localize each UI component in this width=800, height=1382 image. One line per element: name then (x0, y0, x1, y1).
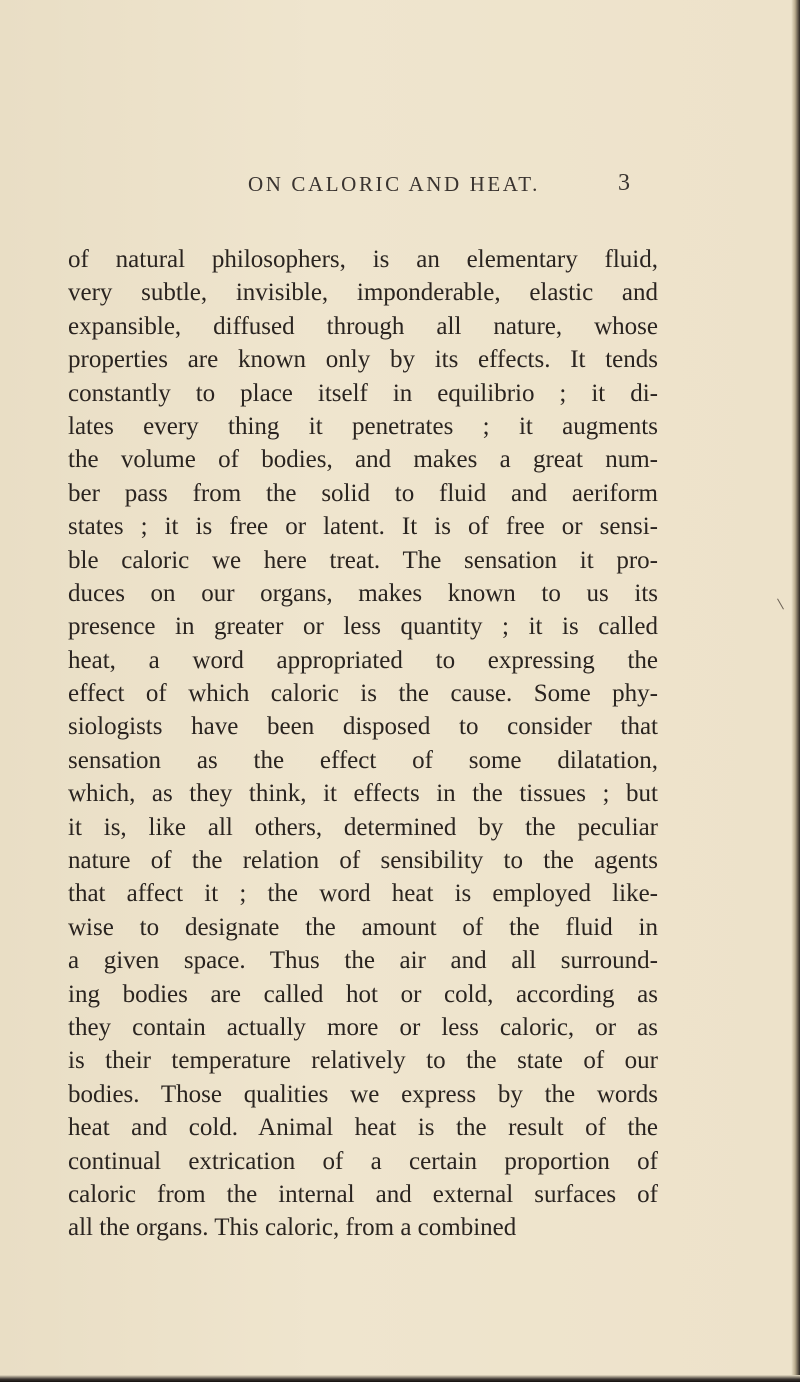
text-line: properties are known only by its effects. It tends (68, 346, 658, 374)
text-line: nature of the relation of sensibility to the agents (68, 847, 658, 875)
text-line: effect of which caloric is the cause. Some phy- (68, 680, 658, 708)
text-line: is their temperature relatively to the state of our (68, 1047, 658, 1075)
text-line: wise to designate the amount of the fluid in (68, 913, 658, 941)
page-edge-right (791, 0, 800, 1382)
text-line: caloric from the internal and external surfaces of (68, 1180, 658, 1208)
text-line: which, as they think, it effects in the tissues ; but (68, 780, 658, 808)
text-line: it is, like all others, determined by the peculiar (68, 813, 658, 841)
text-line: heat, a word appropriated to expressing the (68, 646, 658, 674)
text-line: the volume of bodies, and makes a great num- (68, 446, 658, 474)
text-line: ble caloric we here treat. The sensation it pro- (68, 546, 658, 574)
text-line: duces on our organs, makes known to us its (68, 579, 658, 607)
text-line: bodies. Those qualities we express by the words (68, 1080, 658, 1108)
text-line: sensation as the effect of some dilatation, (68, 746, 658, 774)
text-line: they contain actually more or less caloric, or as (68, 1013, 658, 1041)
text-line: lates every thing it penetrates ; it augments (68, 412, 658, 440)
text-line: expansible, diffused through all nature, whose (68, 312, 658, 340)
text-line: of natural philosophers, is an elementary fluid, (68, 246, 658, 273)
text-line: all the organs. This caloric, from a combined (68, 1214, 517, 1242)
text-line: very subtle, invisible, imponderable, elastic and (68, 279, 658, 307)
page-edge-bottom (0, 1375, 800, 1382)
page-header (0, 172, 800, 202)
text-line: presence in greater or less quantity ; it is called (68, 613, 658, 641)
text-line: ing bodies are called hot or cold, according as (68, 980, 658, 1008)
text-line: constantly to place itself in equilibrio ; it di- (68, 379, 658, 407)
text-line: that affect it ; the word heat is employed like- (68, 880, 658, 908)
text-line: continual extrication of a certain proportion of (68, 1147, 658, 1175)
body-text (68, 243, 658, 1245)
text-line: heat and cold. Animal heat is the result of the (68, 1114, 658, 1142)
text-line: ber pass from the solid to fluid and aeriform (68, 479, 658, 507)
text-line: siologists have been disposed to consider that (68, 713, 658, 741)
paper-speck (777, 599, 784, 610)
running-head: ON CALORIC AND HEAT. (248, 172, 540, 196)
page-number: 3 (618, 170, 630, 196)
text-line: states ; it is free or latent. It is of free or sensi- (68, 513, 658, 541)
text-line: a given space. Thus the air and all surround- (68, 947, 658, 975)
